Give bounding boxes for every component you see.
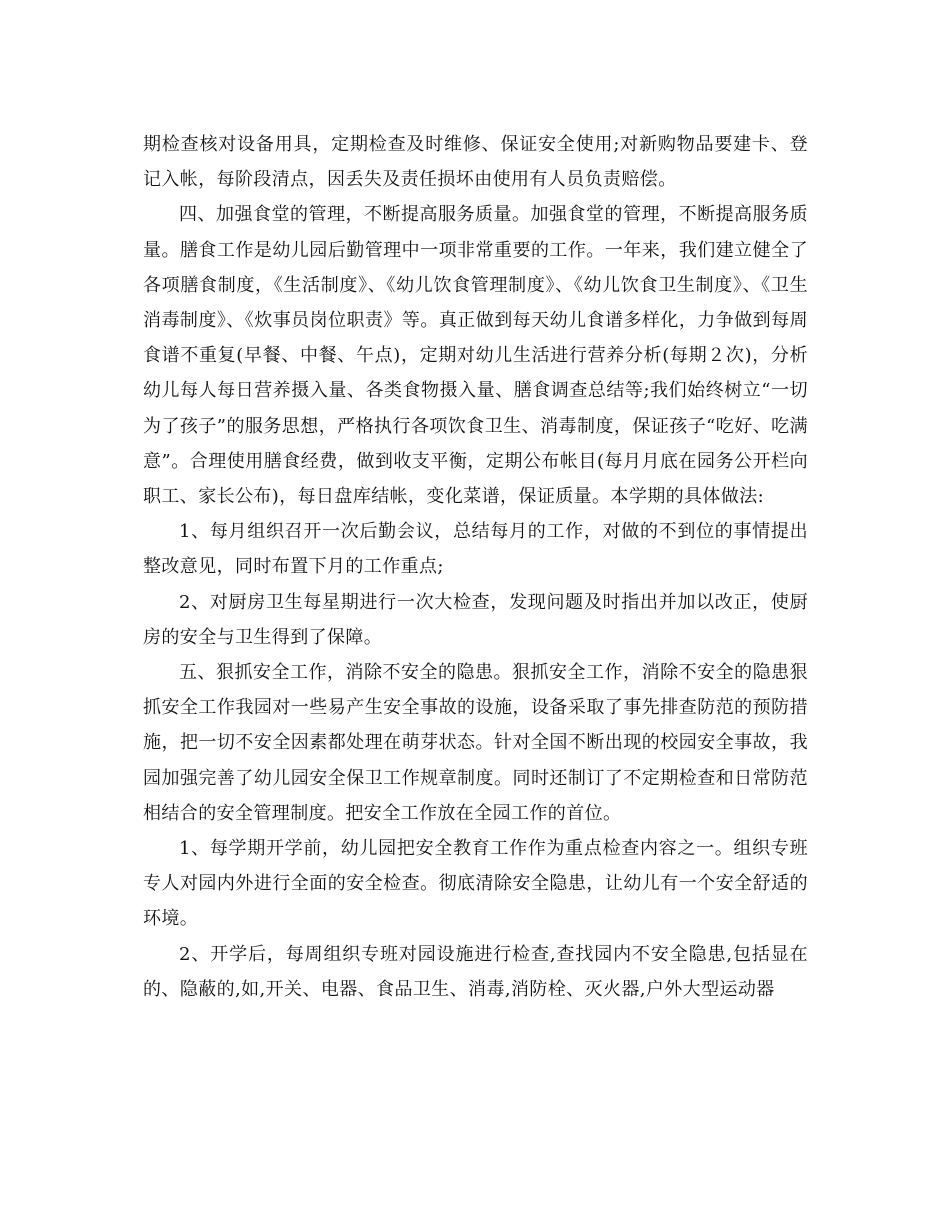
paragraph-canteen-management: 四、加强食堂的管理，不断提高服务质量。加强食堂的管理，不断提高服务质量。膳食工作是幼儿园后勤管理中一项非常重要的工作。一年来，我们建立健全了各项膳食制度，《生活制度》、《幼儿饮食管理制度》、《幼儿饮食卫生制度》、《卫生消毒制度》、《炊事员岗位职责》等。真正做到每天幼儿食谱多样化，力争做到每周食谱不重复(早餐、中餐、午点)，定期对幼儿生活进行营养分析(每期２次)，分析幼儿每人每日营养摄入量、各类食物摄入量、膳食调查总结等;我们始终树立“一切为了孩子”的服务思想，严格执行各项饮食卫生、消毒制度，保证孩子“吃好、吃满意”。合理使用膳食经费，做到收支平衡，定期公布帐目(每月月底在园务公开栏向职工、家长公布)，每日盘库结帐，变化菜谱，保证质量。本学期的具体做法: (143, 204, 808, 508)
paragraph-equipment-inspection: 期检查核对设备用具，定期检查及时维修、保证安全使用;对新购物品要建卡、登记入帐，每阶段清点，因丢失及责任损坏由使用有人员负责赔偿。 (143, 134, 808, 191)
paragraph-safety-item-1: 1、每学期开学前，幼儿园把安全教育工作作为重点检查内容之一。组织专班专人对园内外进行全面的安全检查。彻底清除安全隐患，让幼儿有一个安全舒适的环境。 (143, 838, 808, 930)
paragraph-safety-item-2: 2、开学后，每周组织专班对园设施进行检查,查找园内不安全隐患,包括显在的、隐蔽的,如,开关、电器、食品卫生、消毒,消防栓、灭火器,户外大型运动器 (143, 943, 808, 1000)
document-body (143, 127, 808, 1007)
paragraph-canteen-item-2: 2、对厨房卫生每星期进行一次大检查，发现问题及时指出并加以改正，使厨房的安全与卫生得到了保障。 (143, 591, 808, 648)
paragraph-safety-work: 五、狠抓安全工作，消除不安全的隐患。狠抓安全工作，消除不安全的隐患狠抓安全工作我园对一些易产生安全事故的设施，设备采取了事先排查防范的预防措施，把一切不安全因素都处理在萌芽状态。针对全国不断出现的校园安全事故，我园加强完善了幼儿园安全保卫工作规章制度。同时还制订了不定期检查和日常防范相结合的安全管理制度。把安全工作放在全园工作的首位。 (143, 662, 808, 824)
paragraph-canteen-item-1: 1、每月组织召开一次后勤会议，总结每月的工作，对做的不到位的事情提出整改意见，同时布置下月的工作重点; (143, 521, 808, 578)
